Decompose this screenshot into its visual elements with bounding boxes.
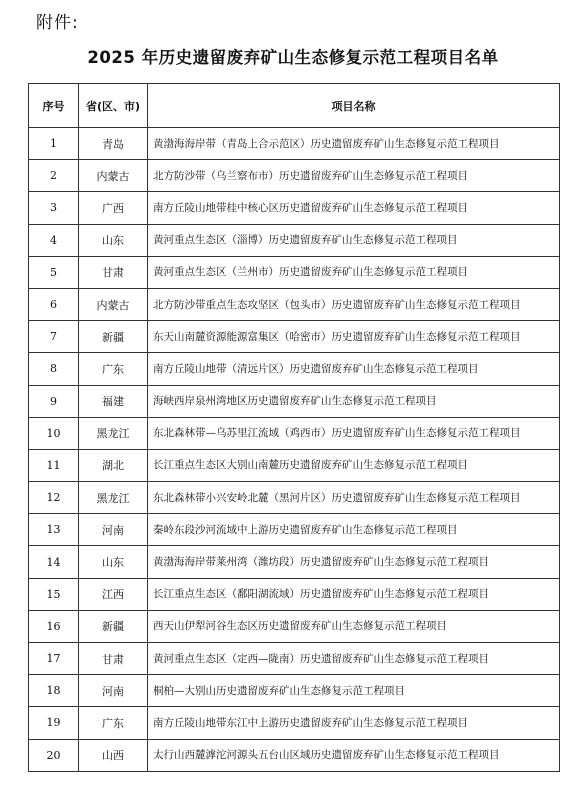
row-province-cell: 青岛 xyxy=(79,128,148,160)
table-row xyxy=(29,353,560,385)
row-project-name-cell: 太行山西麓滹沱河源头五台山区域历史遗留废弃矿山生态修复示范工程项目 xyxy=(148,739,560,771)
row-project-name-cell: 桐柏—大别山历史遗留废弃矿山生态修复示范工程项目 xyxy=(148,675,560,707)
column-header-project-name: 项目名称 xyxy=(148,84,560,128)
row-province-cell: 山东 xyxy=(79,224,148,256)
row-project-name-cell: 长江重点生态区（鄱阳湖流域）历史遗留废弃矿山生态修复示范工程项目 xyxy=(148,578,560,610)
project-list-table xyxy=(28,83,560,772)
row-project-name-cell: 黄河重点生态区（定西—陇南）历史遗留废弃矿山生态修复示范工程项目 xyxy=(148,643,560,675)
row-province-cell: 广西 xyxy=(79,192,148,224)
row-number-cell: 6 xyxy=(29,288,79,320)
table-row xyxy=(29,192,560,224)
table-row xyxy=(29,739,560,771)
row-province-cell: 江西 xyxy=(79,578,148,610)
row-number-cell: 11 xyxy=(29,449,79,481)
row-project-name-cell: 北方防沙带（乌兰察布市）历史遗留废弃矿山生态修复示范工程项目 xyxy=(148,160,560,192)
row-province-cell: 河南 xyxy=(79,675,148,707)
row-project-name-cell: 南方丘陵山地带（清远片区）历史遗留废弃矿山生态修复示范工程项目 xyxy=(148,353,560,385)
row-number-cell: 5 xyxy=(29,256,79,288)
row-number-cell: 12 xyxy=(29,482,79,514)
row-number-cell: 18 xyxy=(29,675,79,707)
column-header-number: 序号 xyxy=(29,84,79,128)
row-project-name-cell: 北方防沙带重点生态攻坚区（包头市）历史遗留废弃矿山生态修复示范工程项目 xyxy=(148,288,560,320)
table-row xyxy=(29,224,560,256)
row-province-cell: 湖北 xyxy=(79,449,148,481)
table-row xyxy=(29,385,560,417)
table-row xyxy=(29,546,560,578)
row-province-cell: 福建 xyxy=(79,385,148,417)
row-number-cell: 4 xyxy=(29,224,79,256)
row-number-cell: 3 xyxy=(29,192,79,224)
row-province-cell: 甘肃 xyxy=(79,643,148,675)
table-row xyxy=(29,643,560,675)
row-number-cell: 2 xyxy=(29,160,79,192)
table-row xyxy=(29,128,560,160)
row-province-cell: 内蒙古 xyxy=(79,160,148,192)
row-province-cell: 河南 xyxy=(79,514,148,546)
row-project-name-cell: 秦岭东段沙河流域中上游历史遗留废弃矿山生态修复示范工程项目 xyxy=(148,514,560,546)
row-project-name-cell: 东北森林带—乌苏里江流域（鸡西市）历史遗留废弃矿山生态修复示范工程项目 xyxy=(148,417,560,449)
row-province-cell: 广东 xyxy=(79,707,148,739)
row-project-name-cell: 黄渤海海岸带莱州湾（潍坊段）历史遗留废弃矿山生态修复示范工程项目 xyxy=(148,546,560,578)
row-province-cell: 新疆 xyxy=(79,321,148,353)
table-row xyxy=(29,675,560,707)
row-project-name-cell: 西天山伊犁河谷生态区历史遗留废弃矿山生态修复示范工程项目 xyxy=(148,610,560,642)
table-row xyxy=(29,160,560,192)
column-header-province: 省(区、市) xyxy=(79,84,148,128)
row-province-cell: 山东 xyxy=(79,546,148,578)
document-title: 2025 年历史遗留废弃矿山生态修复示范工程项目名单 xyxy=(87,48,499,67)
row-number-cell: 9 xyxy=(29,385,79,417)
table-row xyxy=(29,256,560,288)
table-row xyxy=(29,449,560,481)
row-province-cell: 黑龙江 xyxy=(79,482,148,514)
row-project-name-cell: 南方丘陵山地带桂中核心区历史遗留废弃矿山生态修复示范工程项目 xyxy=(148,192,560,224)
row-number-cell: 17 xyxy=(29,643,79,675)
row-project-name-cell: 黄河重点生态区（兰州市）历史遗留废弃矿山生态修复示范工程项目 xyxy=(148,256,560,288)
row-province-cell: 内蒙古 xyxy=(79,288,148,320)
table-row xyxy=(29,417,560,449)
table-row xyxy=(29,482,560,514)
row-number-cell: 16 xyxy=(29,610,79,642)
row-project-name-cell: 东天山南麓资源能源富集区（哈密市）历史遗留废弃矿山生态修复示范工程项目 xyxy=(148,321,560,353)
row-province-cell: 甘肃 xyxy=(79,256,148,288)
row-project-name-cell: 黄渤海海岸带（青岛上合示范区）历史遗留废弃矿山生态修复示范工程项目 xyxy=(148,128,560,160)
row-project-name-cell: 黄河重点生态区（淄博）历史遗留废弃矿山生态修复示范工程项目 xyxy=(148,224,560,256)
row-number-cell: 1 xyxy=(29,128,79,160)
table-row xyxy=(29,578,560,610)
row-project-name-cell: 长江重点生态区大别山南麓历史遗留废弃矿山生态修复示范工程项目 xyxy=(148,449,560,481)
attachment-label: 附件: xyxy=(36,13,79,33)
row-number-cell: 10 xyxy=(29,417,79,449)
row-province-cell: 广东 xyxy=(79,353,148,385)
row-number-cell: 19 xyxy=(29,707,79,739)
table-row xyxy=(29,321,560,353)
table-row xyxy=(29,707,560,739)
row-number-cell: 14 xyxy=(29,546,79,578)
row-number-cell: 13 xyxy=(29,514,79,546)
row-project-name-cell: 东北森林带小兴安岭北麓（黑河片区）历史遗留废弃矿山生态修复示范工程项目 xyxy=(148,482,560,514)
row-number-cell: 7 xyxy=(29,321,79,353)
row-project-name-cell: 南方丘陵山地带东江中上游历史遗留废弃矿山生态修复示范工程项目 xyxy=(148,707,560,739)
table-header-row xyxy=(29,84,560,128)
table-row xyxy=(29,514,560,546)
row-number-cell: 8 xyxy=(29,353,79,385)
row-number-cell: 15 xyxy=(29,578,79,610)
table-row xyxy=(29,610,560,642)
row-number-cell: 20 xyxy=(29,739,79,771)
row-province-cell: 黑龙江 xyxy=(79,417,148,449)
table-row xyxy=(29,288,560,320)
row-project-name-cell: 海峡西岸泉州湾地区历史遗留废弃矿山生态修复示范工程项目 xyxy=(148,385,560,417)
row-province-cell: 山西 xyxy=(79,739,148,771)
row-province-cell: 新疆 xyxy=(79,610,148,642)
